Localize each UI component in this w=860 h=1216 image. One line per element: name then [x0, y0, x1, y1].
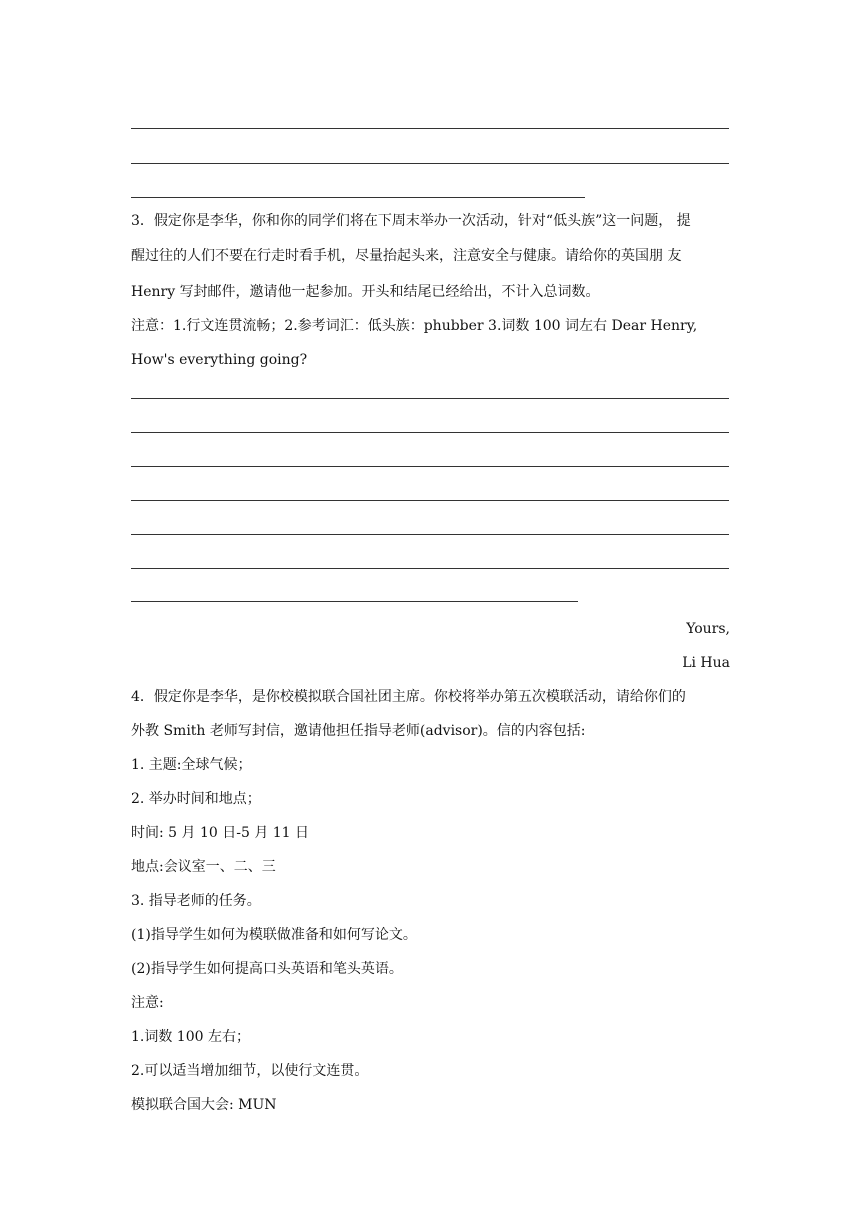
q4-item: (2)指导学生如何提高口头英语和笔头英语。 — [131, 961, 403, 977]
answer-line — [131, 398, 729, 399]
answer-line — [131, 534, 729, 535]
q4-item: 3. 指导老师的任务。 — [131, 893, 261, 909]
q4-prompt-line-1: 4．假定你是李华，是你校模拟联合国社团主席。你校将举办第五次模联活动，请给你们的 — [131, 689, 686, 705]
q3-greeting: How's everything going? — [131, 352, 308, 368]
q4-item: 1.词数 100 左右； — [131, 1029, 250, 1045]
q3-prompt-line-1: 3．假定你是李华，你和你的同学们将在下周末举办一次活动，针对“低头族”这一问题， 提 — [131, 213, 691, 229]
q3-prompt-line-2: 醒过往的人们不要在行走时看手机，尽量抬起头来，注意安全与健康。请给你的英国朋 友 — [131, 248, 682, 264]
q4-item: 2.可以适当增加细节，以使行文连贯。 — [131, 1063, 369, 1079]
answer-line — [131, 466, 729, 467]
q4-item: 注意: — [131, 995, 164, 1011]
q4-item: 地点:会议室一、二、三 — [131, 859, 276, 875]
q3-note: 注意：1.行文连贯流畅；2.参考词汇：低头族：phubber 3.词数 100 词左右 Dear Henry, — [131, 318, 698, 334]
q4-item: 时间: 5 月 10 日-5 月 11 日 — [131, 825, 310, 841]
answer-line — [131, 568, 729, 569]
q4-item: (1)指导学生如何为模联做准备和如何写论文。 — [131, 927, 417, 943]
answer-line — [131, 163, 729, 164]
answer-line — [131, 432, 729, 433]
answer-line — [131, 128, 729, 129]
answer-line — [131, 197, 585, 198]
q4-prompt-line-2: 外教 Smith 老师写封信，邀请他担任指导老师(advisor)。信的内容包括: — [131, 723, 586, 739]
answer-line — [131, 500, 729, 501]
q4-item: 2. 举办时间和地点； — [131, 791, 261, 807]
answer-line — [131, 601, 578, 602]
q4-item: 1. 主题:全球气候； — [131, 757, 252, 773]
q3-closing: Yours, — [686, 621, 730, 637]
q3-signature: Li Hua — [682, 655, 730, 671]
q3-prompt-line-3: Henry 写封邮件，邀请他一起参加。开头和结尾已经给出，不计入总词数。 — [131, 284, 600, 300]
q4-item: 模拟联合国大会: MUN — [131, 1097, 277, 1113]
